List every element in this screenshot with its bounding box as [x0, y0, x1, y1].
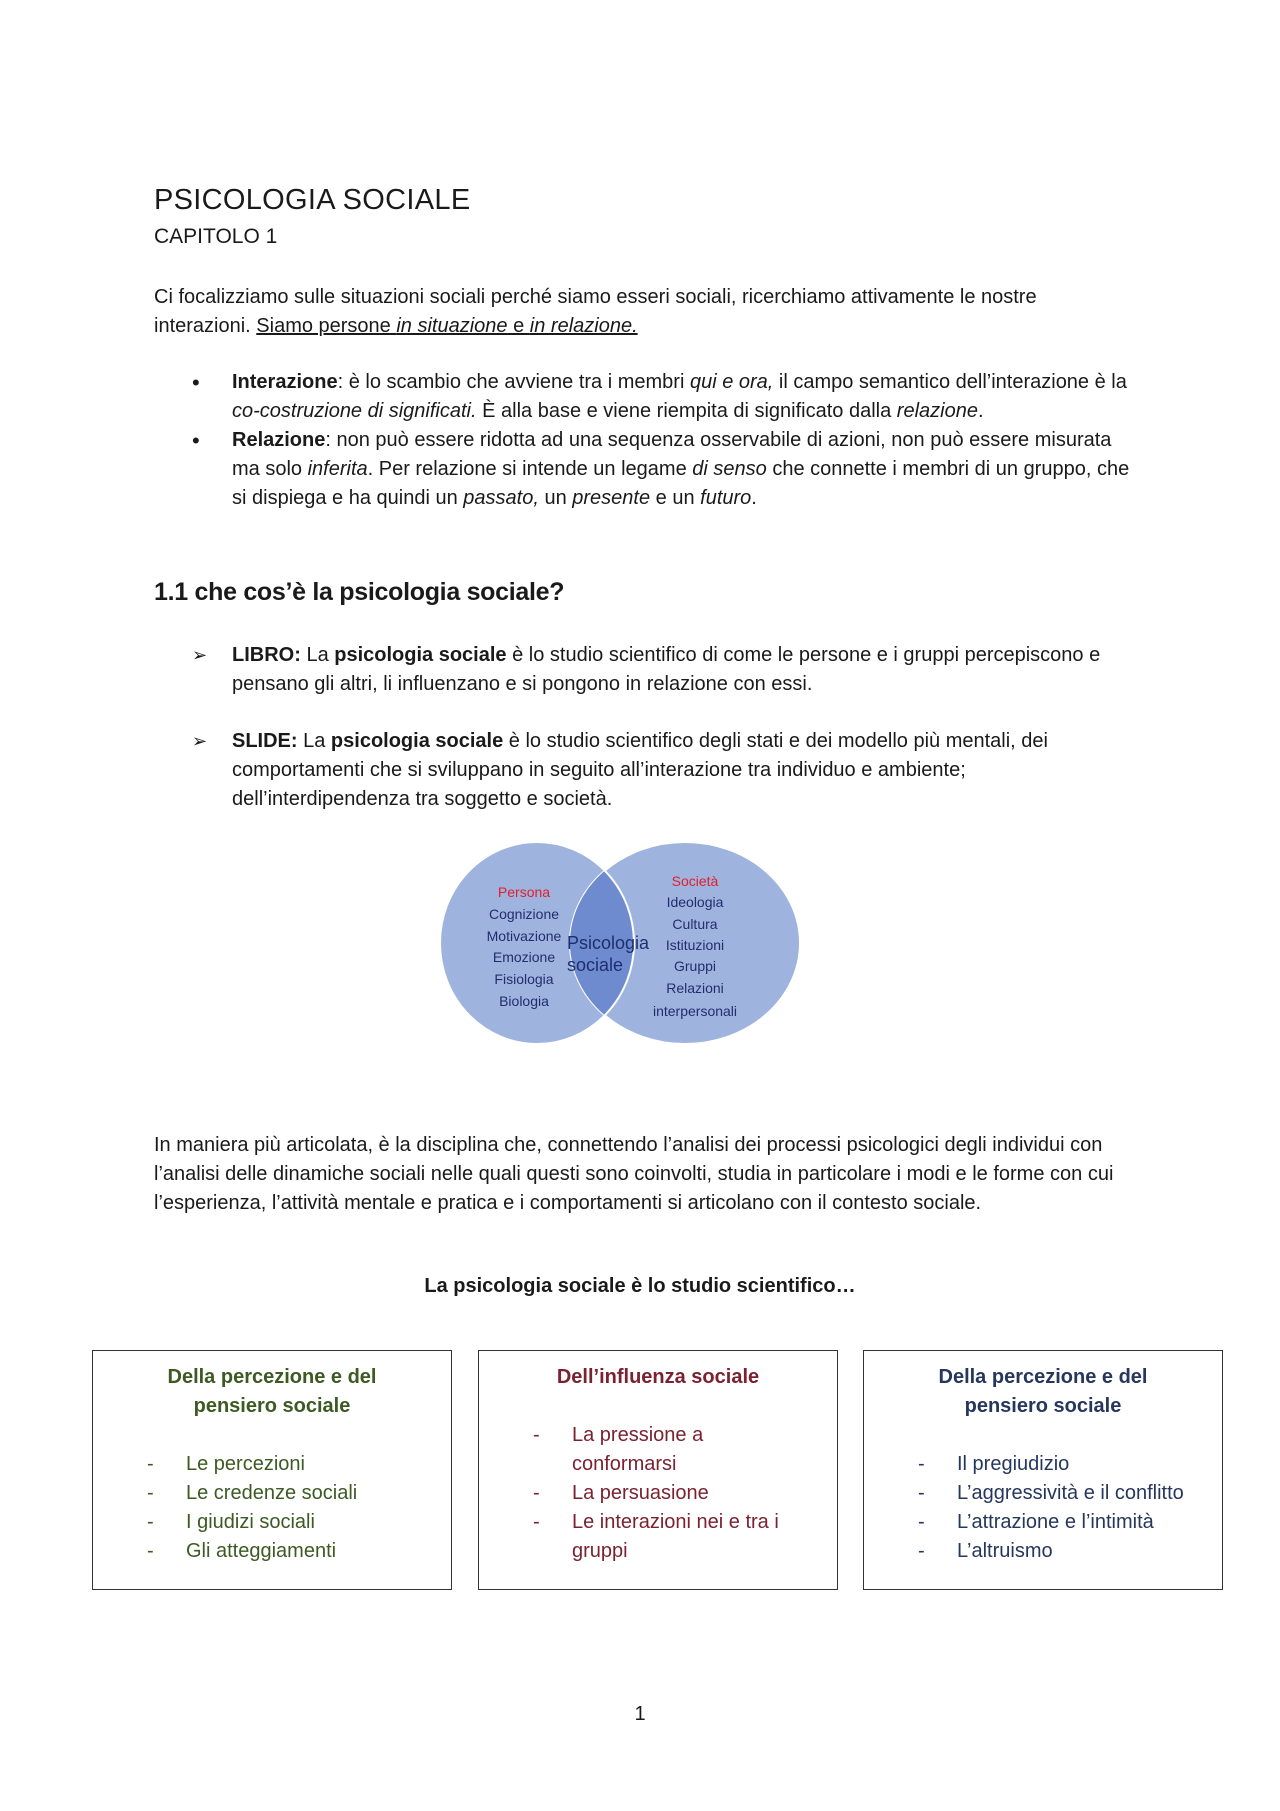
venn-left-title: Persona: [497, 884, 551, 900]
venn-left-item: Motivazione: [486, 928, 562, 944]
venn-left-item: Fisiologia: [494, 971, 554, 987]
bullet-icon: •: [192, 370, 200, 395]
intro-text: Ci focalizziamo sulle situazioni sociali perché siamo esseri sociali, ricerchiamo attivamente le nostre interazioni.: [154, 286, 1037, 337]
box-item: - L’altruismo: [864, 1537, 1222, 1566]
dash-icon: -: [533, 1482, 540, 1504]
box-item: - I giudizi sociali: [93, 1508, 451, 1537]
topic-box-percezione: [92, 1350, 452, 1590]
dash-icon: -: [147, 1540, 154, 1562]
page-number: 1: [634, 1703, 646, 1725]
venn-left-item: Cognizione: [488, 906, 560, 922]
arrow-bullet-icon: ➢: [192, 645, 208, 665]
venn-right-item: Gruppi: [673, 958, 717, 974]
chapter-label: CAPITOLO 1: [154, 225, 278, 248]
dash-icon: -: [533, 1424, 540, 1446]
detail-paragraph: In maniera più articolata, è la disciplina che, connettendo l’analisi dei processi psicologici degli individui con l’analisi delle dinamiche sociali nelle quali questi sono coinvolti, studia in particolare i modi e le forme con cui l’esperienza, l’attività mentale e pratica e i comportamenti si articolano con il contesto sociale.: [154, 1134, 1114, 1214]
box-item: - Le percezioni: [93, 1450, 451, 1479]
definition-libro: ➢ LIBRO: La psicologia sociale è lo studio scientifico di come le persone e i gruppi percepiscono e pensano gli altri, li influenzano e si pongono in relazione con essi.: [154, 641, 1134, 699]
box-item: - La persuasione: [479, 1479, 837, 1508]
box-heading: Dell’influenza sociale: [556, 1366, 760, 1388]
definitions-bullet-list: [154, 368, 1134, 513]
box-item: - Le credenze sociali: [93, 1479, 451, 1508]
topic-box-relazioni: [863, 1350, 1223, 1590]
bullet-icon: •: [192, 428, 200, 453]
box-item: - Le interazioni nei e tra i gruppi: [479, 1508, 837, 1566]
box-heading: Della percezione e del pensiero sociale: [167, 1366, 377, 1417]
bullet-relazione: • Relazione: non può essere ridotta ad una sequenza osservabile di azioni, non può essere misurata ma solo inferita. Per relazione si intende un legame di senso che connette i membri di un gruppo, che si dispiega e ha quindi un passato, un presente e un futuro.: [192, 428, 1130, 509]
dash-icon: -: [147, 1482, 154, 1504]
bullet-interazione: • Interazione: è lo scambio che avviene tra i membri qui e ora, il campo semantico dell’interazione è la co-costruzione di significati. È alla base e viene riempita di significato dalla relazione.: [192, 370, 1127, 422]
venn-diagram: [440, 840, 800, 1046]
dash-icon: -: [533, 1511, 540, 1533]
section-heading: 1.1 che cos’è la psicologia sociale?: [154, 578, 565, 606]
venn-right-item: Istituzioni: [665, 937, 725, 953]
definition-slide: ➢ SLIDE: La psicologia sociale è lo studio scientifico degli stati e dei modello più mentali, dei comportamenti che si sviluppano in seguito all’interazione tra individuo e ambiente; dell’interdipendenza tra soggetto e società.: [154, 727, 1134, 814]
intro-underlined: Siamo persone in situazione e in relazione.: [256, 315, 638, 337]
dash-icon: -: [918, 1482, 925, 1504]
box-item: - La pressione a conformarsi: [479, 1421, 837, 1479]
box-item: - L’attrazione e l’intimità: [864, 1508, 1222, 1537]
intro-paragraph: [154, 283, 1124, 341]
page-title: PSICOLOGIA SOCIALE: [154, 184, 471, 216]
box-item: - L’aggressività e il conflitto: [864, 1479, 1222, 1508]
boxes-title: La psicologia sociale è lo studio scientifico…: [424, 1275, 856, 1297]
dash-icon: -: [918, 1511, 925, 1533]
venn-center-label: Psicologia: [566, 933, 650, 953]
venn-right-title: Società: [671, 873, 719, 889]
venn-right-item: Relazioni: [666, 980, 724, 996]
box-item: - Gli atteggiamenti: [93, 1537, 451, 1566]
box-item: - Il pregiudizio: [864, 1450, 1222, 1479]
venn-right-item: interpersonali: [652, 1003, 738, 1019]
dash-icon: -: [147, 1453, 154, 1475]
venn-left-item: Biologia: [499, 993, 549, 1009]
dash-icon: -: [147, 1511, 154, 1533]
arrow-bullet-icon: ➢: [192, 731, 208, 751]
dash-icon: -: [918, 1453, 925, 1475]
venn-right-item: Cultura: [672, 916, 718, 932]
dash-icon: -: [918, 1540, 925, 1562]
topic-box-influenza: [478, 1350, 838, 1590]
venn-right-item: Ideologia: [666, 894, 724, 910]
venn-center-label: sociale: [566, 955, 624, 975]
box-heading: Della percezione e del pensiero sociale: [938, 1366, 1148, 1417]
venn-left-item: Emozione: [492, 949, 556, 965]
